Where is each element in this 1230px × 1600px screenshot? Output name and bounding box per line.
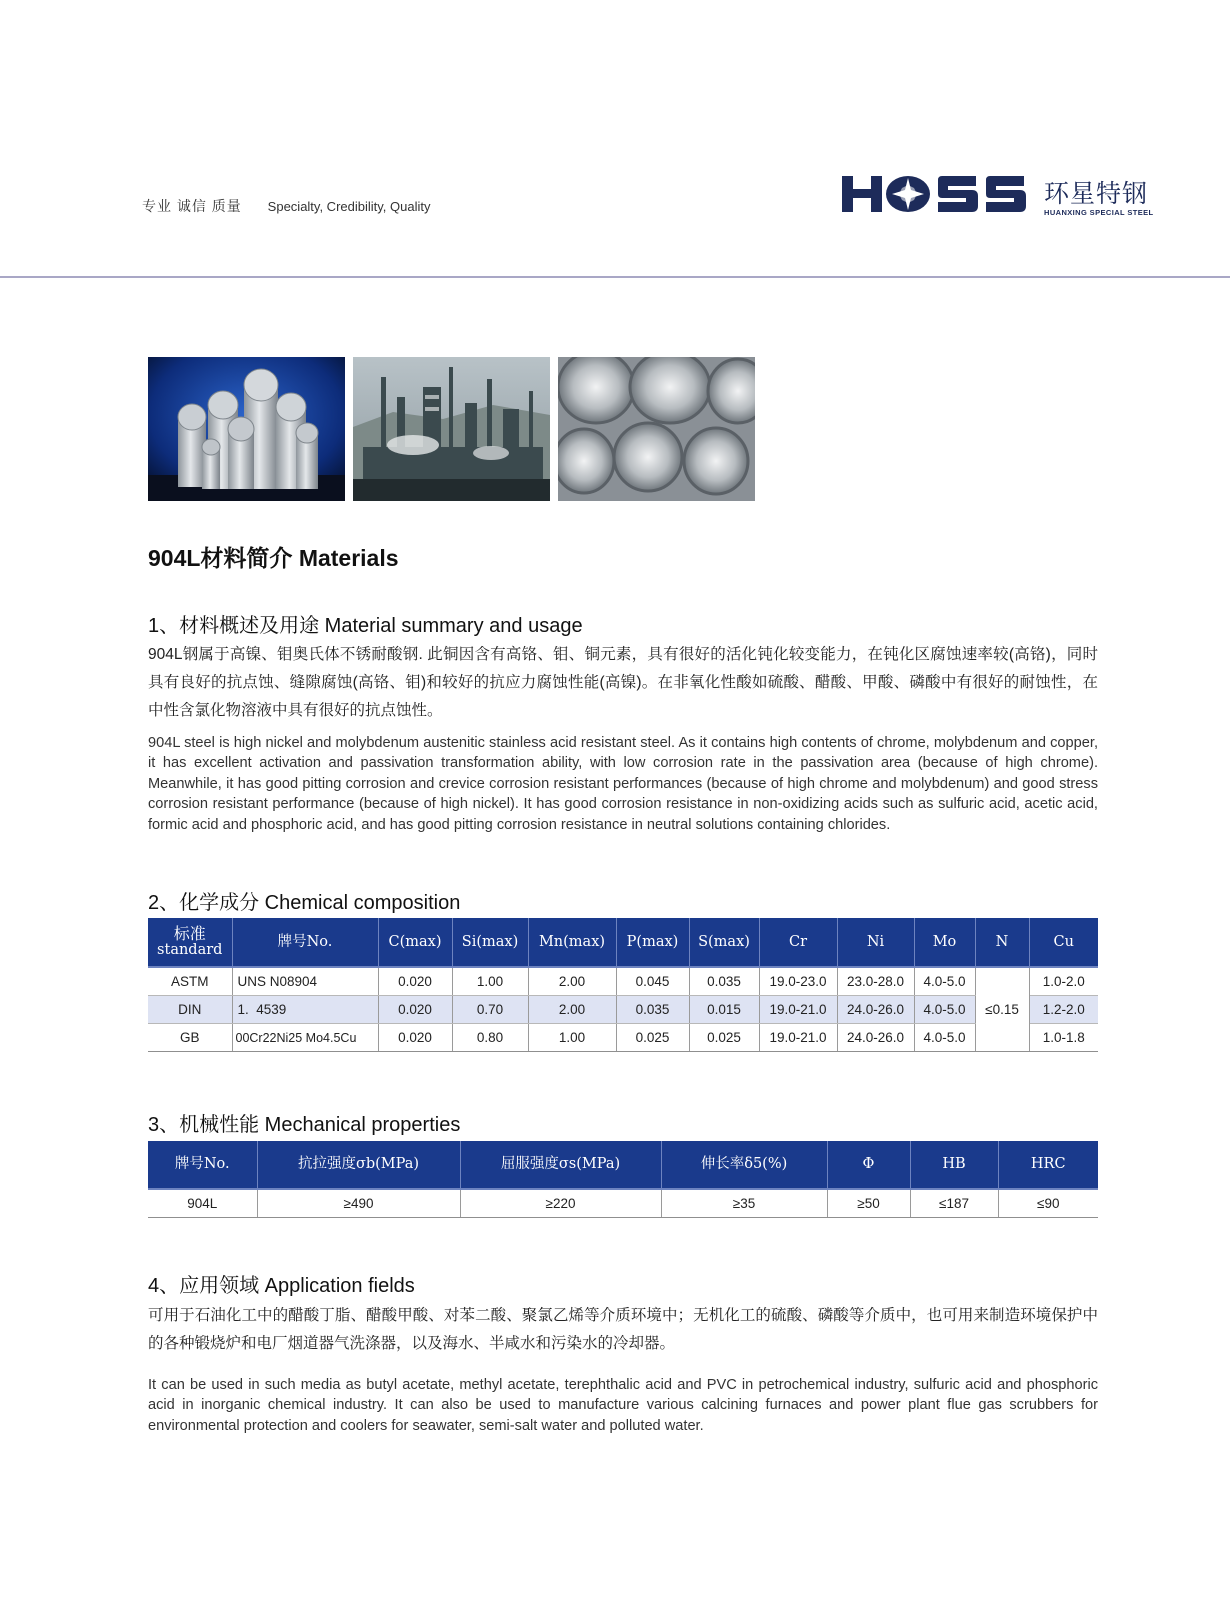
section-2-title: 2、化学成分 Chemical composition xyxy=(148,892,461,914)
cell-s: 0.025 xyxy=(689,1024,759,1052)
table-row xyxy=(148,996,1098,1024)
section-1-en-text: 904L steel is high nickel and molybdenum austenitic stainless acid resistant steel. As it contains high contents of chrome, molybdenum and copper, it has excellent activation and passivation transformation ability, with low corrosion rate in the passivation area (because of high chrome). Meanwhile, it has good pitting corrosion and crevice corrosion resistant performances (because of high chrome and molybdenum) and good stress corrosion resistant performance (because of high nickel). It has good corrosion resistance in non-oxidizing acids such as sulfuric acid, acetic acid, formic acid and phosphoric acid, and has good pitting corrosion resistance in neutral solutions containing chlorides. xyxy=(148,735,1098,833)
cell-c: 0.020 xyxy=(378,967,452,996)
cell-phi: ≥50 xyxy=(827,1189,910,1218)
tagline xyxy=(142,196,430,216)
cell-ni: 24.0-26.0 xyxy=(837,1024,914,1052)
section-4-title: 4、应用领域 Application fields xyxy=(148,1275,415,1297)
cell-ni: 23.0-28.0 xyxy=(837,967,914,996)
cell-c: 0.020 xyxy=(378,1024,452,1052)
cell-n: ≤0.15 xyxy=(975,967,1029,1052)
table-row xyxy=(148,967,1098,996)
cell-standard: GB xyxy=(148,1024,232,1052)
chemical-composition-table xyxy=(148,918,1098,1052)
cell-tensile-strength: ≥490 xyxy=(257,1189,460,1218)
cell-grade: 00Cr22Ni25 Mo4.5Cu xyxy=(232,1024,378,1052)
cell-grade: 904L xyxy=(148,1189,257,1218)
cell-grade: UNS N08904 xyxy=(232,967,378,996)
col-mn: Mn(max) xyxy=(528,918,616,967)
col-grade: 牌号No. xyxy=(148,1141,257,1189)
cell-cu: 1.0-2.0 xyxy=(1029,967,1098,996)
mechanical-properties-table xyxy=(148,1141,1098,1218)
table-header-row xyxy=(148,918,1098,967)
page-title: 904L材料简介 Materials xyxy=(148,545,399,571)
col-s: S(max) xyxy=(689,918,759,967)
col-cr: Cr xyxy=(759,918,837,967)
table-header-row xyxy=(148,1141,1098,1189)
col-hb: HB xyxy=(910,1141,998,1189)
cell-p: 0.035 xyxy=(616,996,689,1024)
col-mo: Mo xyxy=(914,918,975,967)
cell-cr: 19.0-21.0 xyxy=(759,1024,837,1052)
col-c: C(max) xyxy=(378,918,452,967)
cell-cu: 1.2-2.0 xyxy=(1029,996,1098,1024)
section-4-en-text: It can be used in such media as butyl acetate, methyl acetate, terephthalic acid and PVC in petrochemical industry, sulfuric acid and phosphoric acid in inorganic chemical industry. It can also be used to manufacture various calcining furnaces and power plant flue gas scrubbers for environmental protection and coolers for seawater, semi-salt water and polluted water. xyxy=(148,1377,1098,1434)
cell-cr: 19.0-21.0 xyxy=(759,996,837,1024)
cell-hrc: ≤90 xyxy=(998,1189,1098,1218)
cell-grade: 1. 4539 xyxy=(232,996,378,1024)
col-si: Si(max) xyxy=(452,918,528,967)
cell-mo: 4.0-5.0 xyxy=(914,1024,975,1052)
cell-mn: 2.00 xyxy=(528,967,616,996)
cell-p: 0.025 xyxy=(616,1024,689,1052)
tagline-en: Specialty, Credibility, Quality xyxy=(267,199,431,214)
steel-pipes-photo xyxy=(148,357,345,501)
table-row xyxy=(148,1024,1098,1052)
cell-c: 0.020 xyxy=(378,996,452,1024)
cell-cu: 1.0-1.8 xyxy=(1029,1024,1098,1052)
table-row xyxy=(148,1189,1098,1218)
col-ni: Ni xyxy=(837,918,914,967)
logo-cn: 环星特钢 xyxy=(1044,180,1149,208)
section-4-cn-text: 可用于石油化工中的醋酸丁脂、醋酸甲酸、对苯二酸、聚氯乙烯等介质环境中；无机化工的硫酸、磷酸等介质中，也可用来制造环境保护中的各种锻烧炉和电厂烟道器气洗涤器，以及海水、半咸水和污染水的冷却器。 xyxy=(148,1307,1098,1352)
cell-cr: 19.0-23.0 xyxy=(759,967,837,996)
col-tensile-strength: 抗拉强度σb(MPa) xyxy=(257,1141,460,1189)
cell-mo: 4.0-5.0 xyxy=(914,967,975,996)
cell-p: 0.045 xyxy=(616,967,689,996)
cell-hb: ≤187 xyxy=(910,1189,998,1218)
cell-si: 0.80 xyxy=(452,1024,528,1052)
cell-s: 0.035 xyxy=(689,967,759,996)
header-divider xyxy=(0,276,1230,278)
col-standard-en: standard xyxy=(157,942,223,958)
cell-si: 1.00 xyxy=(452,967,528,996)
cell-s: 0.015 xyxy=(689,996,759,1024)
logo-en: HUANXING SPECIAL STEEL xyxy=(1044,208,1154,217)
tagline-cn: 专业 诚信 质量 xyxy=(142,198,242,214)
col-standard-cn: 标准 xyxy=(173,924,206,943)
cell-elongation: ≥35 xyxy=(661,1189,827,1218)
col-phi: Φ xyxy=(827,1141,910,1189)
col-elongation: 伸长率δ5(%) xyxy=(661,1141,827,1189)
section-1-cn-text: 904L钢属于高镍、钼奥氏体不锈耐酸钢. 此铜因含有高铬、钼、铜元素，具有很好的活化钝化较变能力，在钝化区腐蚀速率较(高铬)，同时具有良好的抗点蚀、缝隙腐蚀(高铬、钼)和较好的抗应力腐蚀性能(高镍)。在非氧化性酸如硫酸、醋酸、甲酸、磷酸中有很好的耐蚀性，在中性含氯化物溶液中具有很好的抗点蚀性。 xyxy=(148,646,1098,719)
col-standard xyxy=(148,918,232,967)
col-n: N xyxy=(975,918,1029,967)
refinery-photo xyxy=(353,357,550,501)
cell-standard: ASTM xyxy=(148,967,232,996)
cell-mo: 4.0-5.0 xyxy=(914,996,975,1024)
hoss-logo-mark xyxy=(842,172,1042,216)
col-hrc: HRC xyxy=(998,1141,1098,1189)
cell-standard: DIN xyxy=(148,996,232,1024)
cell-mn: 2.00 xyxy=(528,996,616,1024)
cell-yield-strength: ≥220 xyxy=(460,1189,661,1218)
section-1-title: 1、材料概述及用途 Material summary and usage xyxy=(148,615,583,637)
hoss-logo xyxy=(842,172,1160,224)
col-cu: Cu xyxy=(1029,918,1098,967)
col-p: P(max) xyxy=(616,918,689,967)
cell-ni: 24.0-26.0 xyxy=(837,996,914,1024)
section-3-title: 3、机械性能 Mechanical properties xyxy=(148,1114,461,1136)
stacked-pipes-photo xyxy=(558,357,755,501)
cell-si: 0.70 xyxy=(452,996,528,1024)
cell-mn: 1.00 xyxy=(528,1024,616,1052)
col-yield-strength: 屈服强度σs(MPa) xyxy=(460,1141,661,1189)
col-grade: 牌号No. xyxy=(232,918,378,967)
